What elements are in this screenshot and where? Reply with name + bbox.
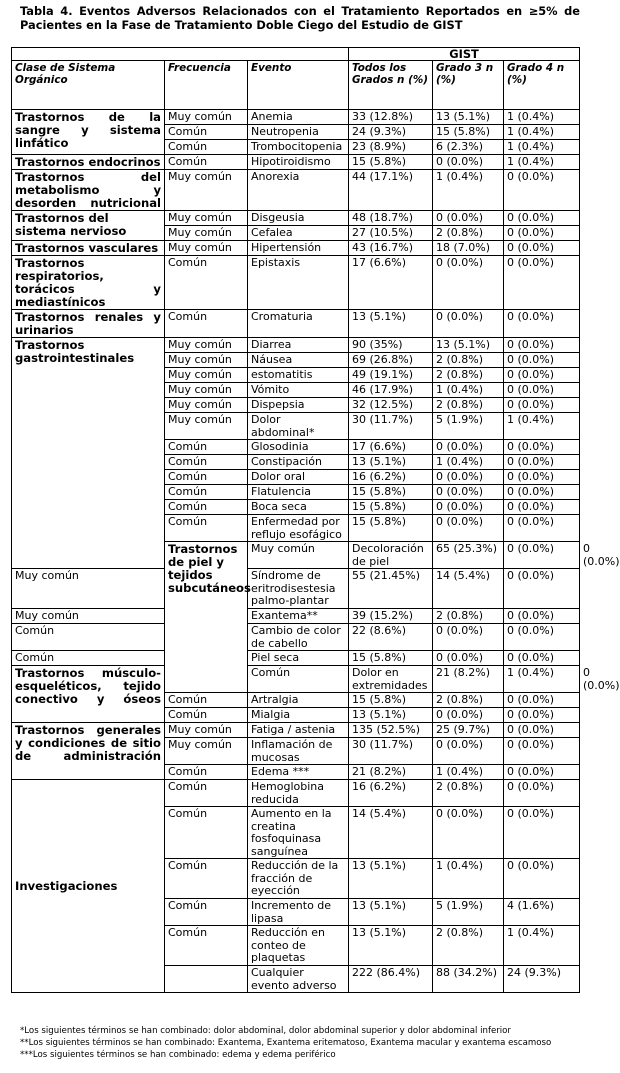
all-grades-cell: 15 (5.8%) bbox=[349, 651, 433, 666]
grade4-cell: 24 (9.3%) bbox=[504, 966, 580, 993]
all-grades-cell: 15 (5.8%) bbox=[349, 485, 433, 500]
all-grades-cell: 21 (8.2%) bbox=[433, 666, 504, 693]
event-cell: Anorexia bbox=[248, 170, 349, 211]
event-cell: Flatulencia bbox=[248, 485, 349, 500]
event-cell: Hipotiroidismo bbox=[248, 155, 349, 170]
event-cell: Dispepsia bbox=[248, 398, 349, 413]
event-cell: Cromaturia bbox=[248, 310, 349, 338]
header-gist: GIST bbox=[349, 48, 580, 61]
grade4-cell: 1 (0.4%) bbox=[504, 926, 580, 966]
frequency-cell: Muy común bbox=[165, 241, 248, 256]
event-cell: Hemoglobina reducida bbox=[248, 780, 349, 807]
table-body bbox=[12, 110, 620, 993]
grade3-cell: 2 (0.8%) bbox=[433, 926, 504, 966]
table-row bbox=[12, 780, 580, 807]
grade4-cell: 0 (0.0%) bbox=[504, 693, 580, 708]
grade4-cell: 1 (0.4%) bbox=[504, 413, 580, 440]
all-grades-cell: 48 (18.7%) bbox=[349, 211, 433, 226]
all-grades-cell: 49 (19.1%) bbox=[349, 368, 433, 383]
organ-class-cell: Trastornos de la sangre y sistema linfático bbox=[12, 110, 165, 155]
header-blank bbox=[12, 48, 349, 61]
event-cell: Vómito bbox=[248, 383, 349, 398]
event-cell: Piel seca bbox=[248, 651, 349, 666]
grade4-cell: 0 (0.0%) bbox=[504, 368, 580, 383]
grade3-cell: 5 (1.9%) bbox=[433, 899, 504, 926]
grade3-cell: 88 (34.2%) bbox=[433, 966, 504, 993]
all-grades-cell: 17 (6.6%) bbox=[349, 256, 433, 310]
frequency-cell: Muy común bbox=[165, 738, 248, 765]
all-grades-cell: 13 (5.1%) bbox=[349, 859, 433, 899]
grade4-cell: 0 (0.0%) bbox=[504, 624, 580, 651]
grade3-cell: 13 (5.1%) bbox=[433, 110, 504, 125]
frequency-cell: Común bbox=[165, 807, 248, 859]
all-grades-cell: 17 (6.6%) bbox=[349, 440, 433, 455]
footnote-1: *Los siguientes términos se han combinado: dolor abdominal, dolor abdominal superior y dolor abdominal inferior bbox=[20, 1026, 511, 1036]
grade3-cell: 0 (0.0%) bbox=[433, 738, 504, 765]
col-header-grade3: Grado 3 n (%) bbox=[433, 61, 504, 110]
frequency-cell: Muy común bbox=[165, 383, 248, 398]
all-grades-cell: 13 (5.1%) bbox=[349, 926, 433, 966]
grade3-cell: 2 (0.8%) bbox=[433, 226, 504, 241]
grade4-cell: 0 (0.0%) bbox=[504, 485, 580, 500]
frequency-cell: Común bbox=[165, 693, 248, 708]
event-cell: Dolor abdominal* bbox=[248, 413, 349, 440]
grade3-cell: 13 (5.1%) bbox=[433, 338, 504, 353]
frequency-cell: Común bbox=[165, 859, 248, 899]
grade3-cell: 0 (0.0%) bbox=[433, 515, 504, 542]
all-grades-cell: 15 (5.8%) bbox=[349, 515, 433, 542]
event-cell: Constipación bbox=[248, 455, 349, 470]
table-title: Tabla 4. Eventos Adversos Relacionados con el Tratamiento Reportados en ≥5% de Pacientes en la Fase de Tratamiento Doble Ciego del Estudio de GIST bbox=[20, 4, 580, 32]
frequency-cell: Común bbox=[165, 440, 248, 455]
grade3-cell: 0 (0.0%) bbox=[504, 542, 580, 569]
grade4-cell: 1 (0.4%) bbox=[504, 110, 580, 125]
event-cell: Inflamación de mucosas bbox=[248, 738, 349, 765]
all-grades-cell: 46 (17.9%) bbox=[349, 383, 433, 398]
all-grades-cell: 69 (26.8%) bbox=[349, 353, 433, 368]
all-grades-cell: 13 (5.1%) bbox=[349, 708, 433, 723]
frequency-cell: Común bbox=[165, 708, 248, 723]
all-grades-cell: 39 (15.2%) bbox=[349, 609, 433, 624]
col-header-frequency: Frecuencia bbox=[165, 61, 248, 110]
event-cell: Glosodinia bbox=[248, 440, 349, 455]
frequency-cell: Muy común bbox=[165, 110, 248, 125]
grade3-cell: 2 (0.8%) bbox=[433, 780, 504, 807]
table-row bbox=[12, 241, 580, 256]
grade3-cell: 1 (0.4%) bbox=[433, 765, 504, 780]
grade3-cell: 0 (0.0%) bbox=[433, 256, 504, 310]
grade3-cell: 2 (0.8%) bbox=[433, 353, 504, 368]
all-grades-cell: 24 (9.3%) bbox=[349, 125, 433, 140]
grade3-cell: 0 (0.0%) bbox=[433, 211, 504, 226]
frequency-cell: Muy común bbox=[12, 569, 165, 609]
all-grades-cell: 135 (52.5%) bbox=[349, 723, 433, 738]
table-row bbox=[12, 256, 580, 310]
frequency-cell: Común bbox=[248, 666, 349, 693]
grade4-cell: 0 (0.0%) bbox=[504, 440, 580, 455]
event-cell: Anemia bbox=[248, 110, 349, 125]
event-cell: Aumento en la creatina fosfoquinasa sanguínea bbox=[248, 807, 349, 859]
event-cell: Náusea bbox=[248, 353, 349, 368]
grade3-cell: 18 (7.0%) bbox=[433, 241, 504, 256]
grade4-cell: 0 (0.0%) bbox=[504, 338, 580, 353]
all-grades-cell: 15 (5.8%) bbox=[349, 693, 433, 708]
event-cell: Cambio de color de cabello bbox=[248, 624, 349, 651]
table-row bbox=[12, 110, 580, 125]
event-cell: Reducción de la fracción de eyección bbox=[248, 859, 349, 899]
grade3-cell: 25 (9.7%) bbox=[433, 723, 504, 738]
frequency-cell: Común bbox=[165, 485, 248, 500]
grade4-cell: 0 (0.0%) bbox=[504, 569, 580, 609]
all-grades-cell: 55 (21.45%) bbox=[349, 569, 433, 609]
all-grades-cell: 23 (8.9%) bbox=[349, 140, 433, 155]
grade3-cell: 6 (2.3%) bbox=[433, 140, 504, 155]
frequency-cell: Muy común bbox=[165, 398, 248, 413]
grade4-cell: 1 (0.4%) bbox=[504, 155, 580, 170]
all-grades-cell: 22 (8.6%) bbox=[349, 624, 433, 651]
all-grades-cell: 16 (6.2%) bbox=[349, 470, 433, 485]
frequency-cell: Muy común bbox=[165, 226, 248, 241]
frequency-cell: Común bbox=[165, 470, 248, 485]
grade3-cell: 2 (0.8%) bbox=[433, 609, 504, 624]
table-row bbox=[12, 211, 580, 226]
frequency-cell: Muy común bbox=[165, 211, 248, 226]
organ-class-cell: Investigaciones bbox=[12, 780, 165, 993]
event-cell: Disgeusia bbox=[248, 211, 349, 226]
organ-class-cell: Trastornos generales y condiciones de sitio de administración bbox=[12, 723, 165, 780]
grade3-cell: 14 (5.4%) bbox=[433, 569, 504, 609]
frequency-cell: Común bbox=[165, 780, 248, 807]
event-cell: Edema *** bbox=[248, 765, 349, 780]
footnotes bbox=[20, 1025, 580, 1061]
frequency-cell: Muy común bbox=[165, 170, 248, 211]
all-grades-cell: 16 (6.2%) bbox=[349, 780, 433, 807]
event-cell: Dolor en extremidades bbox=[349, 666, 433, 693]
grade4-cell: 0 (0.0%) bbox=[504, 170, 580, 211]
grade4-cell: 0 (0.0%) bbox=[504, 609, 580, 624]
frequency-cell: Común bbox=[165, 140, 248, 155]
organ-class-cell: Trastornos renales y urinarios bbox=[12, 310, 165, 338]
table-row: Trastornos músculo-esqueléticos, tejido conectivo y óseos Común Dolor en extremidades 21 (8.2%) 1 (0.4%) 0 (0.0%) bbox=[12, 666, 580, 693]
grade3-cell: 0 (0.0%) bbox=[433, 651, 504, 666]
frequency-cell: Común bbox=[165, 515, 248, 542]
frequency-cell: Muy común bbox=[165, 368, 248, 383]
event-cell: Diarrea bbox=[248, 338, 349, 353]
table-row bbox=[12, 569, 580, 609]
frequency-cell: Muy común bbox=[165, 338, 248, 353]
grade4-cell: 0 (0.0%) bbox=[504, 651, 580, 666]
event-cell: Hipertensión bbox=[248, 241, 349, 256]
grade4-cell: 0 (0.0%) bbox=[504, 515, 580, 542]
grade4-cell: 0 (0.0%) bbox=[504, 765, 580, 780]
frequency-cell: Común bbox=[12, 651, 165, 666]
all-grades-cell: 30 (11.7%) bbox=[349, 738, 433, 765]
frequency-cell: Común bbox=[165, 765, 248, 780]
grade4-cell: 0 (0.0%) bbox=[504, 241, 580, 256]
all-grades-cell: 15 (5.8%) bbox=[349, 155, 433, 170]
table-row bbox=[12, 723, 580, 738]
event-cell: Exantema** bbox=[248, 609, 349, 624]
grade4-cell: 0 (0.0%) bbox=[504, 738, 580, 765]
organ-class-cell: Trastornos de piel y tejidos subcutáneos bbox=[165, 542, 248, 693]
grade3-cell: 2 (0.8%) bbox=[433, 398, 504, 413]
grade3-cell: 0 (0.0%) bbox=[433, 708, 504, 723]
grade3-cell: 2 (0.8%) bbox=[433, 368, 504, 383]
organ-class-cell: Trastornos músculo-esqueléticos, tejido conectivo y óseos bbox=[12, 666, 165, 723]
event-cell: Dolor oral bbox=[248, 470, 349, 485]
grade4-cell: 1 (0.4%) bbox=[504, 140, 580, 155]
event-cell: Decoloración de piel bbox=[349, 542, 433, 569]
footnote-2: **Los siguientes términos se han combinado: Exantema, Exantema eritematoso, Exantema macular y exantema escamoso bbox=[20, 1038, 552, 1048]
event-cell: Síndrome de eritrodisestesia palmo-plantar bbox=[248, 569, 349, 609]
grade3-cell: 0 (0.0%) bbox=[433, 807, 504, 859]
organ-class-cell: Trastornos del metabolismo y desorden nutricional bbox=[12, 170, 165, 211]
all-grades-cell: 44 (17.1%) bbox=[349, 170, 433, 211]
organ-class-cell: Trastornos endocrinos bbox=[12, 155, 165, 170]
grade3-cell: 1 (0.4%) bbox=[433, 170, 504, 211]
grade4-cell: 0 (0.0%) bbox=[504, 455, 580, 470]
grade4-cell: 0 (0.0%) bbox=[504, 780, 580, 807]
col-header-grade4: Grado 4 n (%) bbox=[504, 61, 580, 110]
all-grades-cell: 13 (5.1%) bbox=[349, 899, 433, 926]
grade4-cell: 0 (0.0%) bbox=[504, 470, 580, 485]
grade3-cell: 2 (0.8%) bbox=[433, 693, 504, 708]
all-grades-cell: 32 (12.5%) bbox=[349, 398, 433, 413]
grade3-cell: 0 (0.0%) bbox=[433, 470, 504, 485]
all-grades-cell: 27 (10.5%) bbox=[349, 226, 433, 241]
grade3-cell: 15 (5.8%) bbox=[433, 125, 504, 140]
frequency-cell: Común bbox=[165, 926, 248, 966]
grade3-cell: 5 (1.9%) bbox=[433, 413, 504, 440]
grade4-cell: 4 (1.6%) bbox=[504, 899, 580, 926]
grade4-cell: 0 (0.0%) bbox=[504, 353, 580, 368]
all-grades-cell: 21 (8.2%) bbox=[349, 765, 433, 780]
all-grades-cell: 30 (11.7%) bbox=[349, 413, 433, 440]
grade4-cell: 0 (0.0%) bbox=[504, 383, 580, 398]
frequency-cell: Muy común bbox=[165, 353, 248, 368]
table-row bbox=[12, 155, 580, 170]
col-header-all-grades: Todos los Grados n (%) bbox=[349, 61, 433, 110]
all-grades-cell: 90 (35%) bbox=[349, 338, 433, 353]
frequency-cell bbox=[165, 966, 248, 993]
event-cell: Boca seca bbox=[248, 500, 349, 515]
frequency-cell: Común bbox=[165, 500, 248, 515]
grade3-cell: 1 (0.4%) bbox=[433, 383, 504, 398]
event-cell: Trombocitopenia bbox=[248, 140, 349, 155]
event-cell: Cefalea bbox=[248, 226, 349, 241]
grade4-cell: 0 (0.0%) bbox=[504, 708, 580, 723]
frequency-cell: Común bbox=[165, 125, 248, 140]
event-cell: Artralgia bbox=[248, 693, 349, 708]
all-grades-cell: 15 (5.8%) bbox=[349, 500, 433, 515]
footnote-3: ***Los siguientes términos se han combinado: edema y edema periférico bbox=[20, 1050, 336, 1060]
table-row bbox=[12, 609, 580, 624]
grade4-cell: 0 (0.0%) bbox=[504, 859, 580, 899]
grade4-cell: 0 (0.0%) bbox=[504, 226, 580, 241]
event-cell: Epistaxis bbox=[248, 256, 349, 310]
grade3-cell: 0 (0.0%) bbox=[433, 155, 504, 170]
grade3-cell: 0 (0.0%) bbox=[433, 624, 504, 651]
frequency-cell: Muy común bbox=[248, 542, 349, 569]
grade4-cell: 1 (0.4%) bbox=[504, 125, 580, 140]
event-cell: Incremento de lipasa bbox=[248, 899, 349, 926]
all-grades-cell: 43 (16.7%) bbox=[349, 241, 433, 256]
frequency-cell: Común bbox=[12, 624, 165, 651]
all-grades-cell: 33 (12.8%) bbox=[349, 110, 433, 125]
adverse-events-table bbox=[11, 47, 620, 993]
all-grades-cell: 65 (25.3%) bbox=[433, 542, 504, 569]
grade3-cell: 0 (0.0%) bbox=[433, 310, 504, 338]
event-cell: estomatitis bbox=[248, 368, 349, 383]
frequency-cell: Común bbox=[165, 155, 248, 170]
grade3-cell: 0 (0.0%) bbox=[433, 440, 504, 455]
grade4-cell: 0 (0.0%) bbox=[504, 398, 580, 413]
grade4-cell: 0 (0.0%) bbox=[504, 807, 580, 859]
frequency-cell: Muy común bbox=[12, 609, 165, 624]
all-grades-cell: 222 (86.4%) bbox=[349, 966, 433, 993]
all-grades-cell: 13 (5.1%) bbox=[349, 455, 433, 470]
frequency-cell: Común bbox=[165, 899, 248, 926]
grade3-cell: 0 (0.0%) bbox=[433, 500, 504, 515]
event-cell: Mialgia bbox=[248, 708, 349, 723]
table-row bbox=[12, 651, 580, 666]
all-grades-cell: 14 (5.4%) bbox=[349, 807, 433, 859]
frequency-cell: Común bbox=[165, 256, 248, 310]
event-cell: Neutropenia bbox=[248, 125, 349, 140]
table-row bbox=[12, 338, 580, 353]
frequency-cell: Común bbox=[165, 310, 248, 338]
grade4-cell: 0 (0.0%) bbox=[504, 500, 580, 515]
grade4-cell: 0 (0.0%) bbox=[504, 256, 580, 310]
grade3-cell: 1 (0.4%) bbox=[504, 666, 580, 693]
col-header-class: Clase de Sistema Orgánico bbox=[12, 61, 165, 110]
organ-class-cell: Trastornos gastrointestinales bbox=[12, 338, 165, 569]
grade3-cell: 1 (0.4%) bbox=[433, 859, 504, 899]
grade4-cell: 0 (0.0%) bbox=[504, 723, 580, 738]
frequency-cell: Muy común bbox=[165, 413, 248, 440]
organ-class-cell: Trastornos del sistema nervioso bbox=[12, 211, 165, 241]
col-header-event: Evento bbox=[248, 61, 349, 110]
table-row bbox=[12, 624, 580, 651]
table-row bbox=[12, 310, 580, 338]
table-row bbox=[12, 170, 580, 211]
grade4-cell: 0 (0.0%) bbox=[504, 310, 580, 338]
grade3-cell: 1 (0.4%) bbox=[433, 455, 504, 470]
organ-class-cell: Trastornos vasculares bbox=[12, 241, 165, 256]
organ-class-cell: Trastornos respiratorios, torácicos y mediastínicos bbox=[12, 256, 165, 310]
all-grades-cell: 13 (5.1%) bbox=[349, 310, 433, 338]
frequency-cell: Muy común bbox=[165, 723, 248, 738]
event-cell: Cualquier evento adverso bbox=[248, 966, 349, 993]
grade4-cell: 0 (0.0%) bbox=[504, 211, 580, 226]
grade3-cell: 0 (0.0%) bbox=[433, 485, 504, 500]
frequency-cell: Común bbox=[165, 455, 248, 470]
event-cell: Reducción en conteo de plaquetas bbox=[248, 926, 349, 966]
event-cell: Enfermedad por reflujo esofágico bbox=[248, 515, 349, 542]
table-row: Trastornos de piel y tejidos subcutáneos Muy común Decoloración de piel 65 (25.3%) 0 (0.0%) 0 (0.0%) bbox=[12, 542, 580, 569]
event-cell: Fatiga / astenia bbox=[248, 723, 349, 738]
